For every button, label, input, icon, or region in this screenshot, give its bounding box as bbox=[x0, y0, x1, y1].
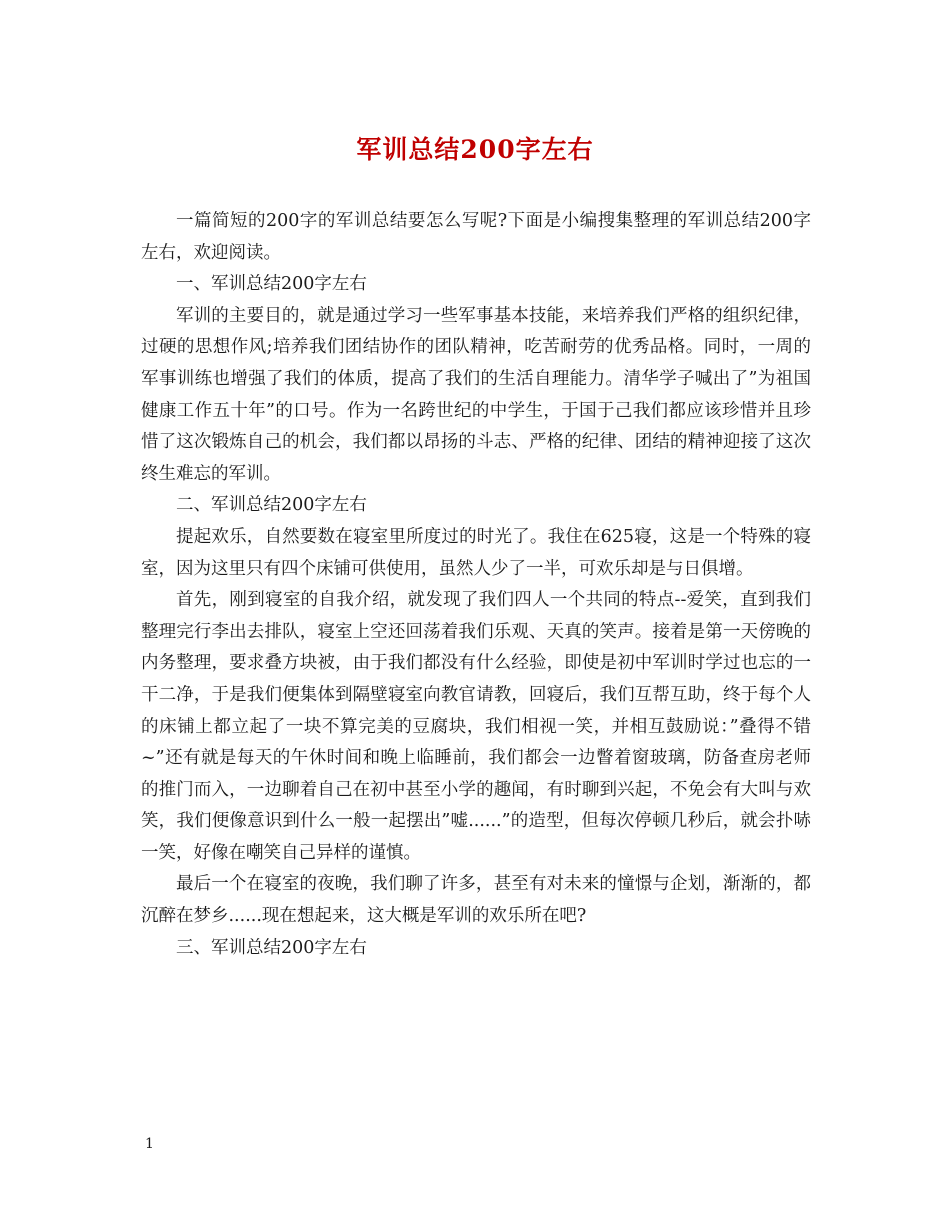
section-2-paragraph-3: 最后一个在寝室的夜晚，我们聊了许多，甚至有对未来的憧憬与企划，渐渐的，都沉醉在梦乡......现在想起来，这大概是军训的欢乐所在吧? bbox=[141, 874, 811, 927]
section-2-paragraph-1: 提起欢乐，自然要数在寝室里所度过的时光了。我住在625寝，这是一个特殊的寝室，因为这里只有四个床铺可供使用，虽然人少了一半，可欢乐却是与日俱增。 bbox=[141, 526, 811, 579]
section-1-paragraph: 军训的主要目的，就是通过学习一些军事基本技能，来培养我们严格的组织纪律，过硬的思想作风;培养我们团结协作的团队精神，吃苦耐劳的优秀品格。同时，一周的军事训练也增强了我们的体质，提高了我们的生活自理能力。清华学子喊出了”为祖国健康工作五十年”的口号。作为一名跨世纪的中学生，于国于己我们都应该珍惜并且珍惜了这次锻炼自己的机会，我们都以昂扬的斗志、严格的纪律、团结的精神迎接了这次终生难忘的军训。 bbox=[141, 305, 811, 484]
section-heading-3: 三、军训总结200字左右 bbox=[176, 937, 367, 958]
page-number: 1 bbox=[145, 1136, 154, 1152]
document-title: 军训总结200字左右 bbox=[356, 135, 594, 164]
section-heading-2: 二、军训总结200字左右 bbox=[176, 495, 367, 516]
section-heading-1: 一、军训总结200字左右 bbox=[176, 274, 367, 295]
intro-paragraph: 一篇简短的200字的军训总结要怎么写呢?下面是小编搜集整理的军训总结200字左右，欢迎阅读。 bbox=[141, 211, 811, 263]
document-body bbox=[141, 206, 811, 964]
section-2-paragraph-2: 首先，刚到寝室的自我介绍，就发现了我们四人一个共同的特点--爱笑，直到我们整理完行李出去排队，寝室上空还回荡着我们乐观、天真的笑声。接着是第一天傍晚的内务整理，要求叠方块被，由于我们都没有什么经验，即使是初中军训时学过也忘的一干二净，于是我们便集体到隔壁寝室向教官请教，回寝后，我们互帮互助，终于每个人的床铺上都立起了一块不算完美的豆腐块，我们相视一笑，并相互鼓励说：”叠得不错~”还有就是每天的午休时间和晚上临睡前，我们都会一边瞥着窗玻璃，防备查房老师的推门而入，一边聊着自己在初中甚至小学的趣闻，有时聊到兴起，不免会有大叫与欢笑，我们便像意识到什么一般一起摆出”嘘......”的造型，但每次停顿几秒后，就会扑哧一笑，好像在嘲笑自己异样的谨慎。 bbox=[141, 590, 811, 863]
